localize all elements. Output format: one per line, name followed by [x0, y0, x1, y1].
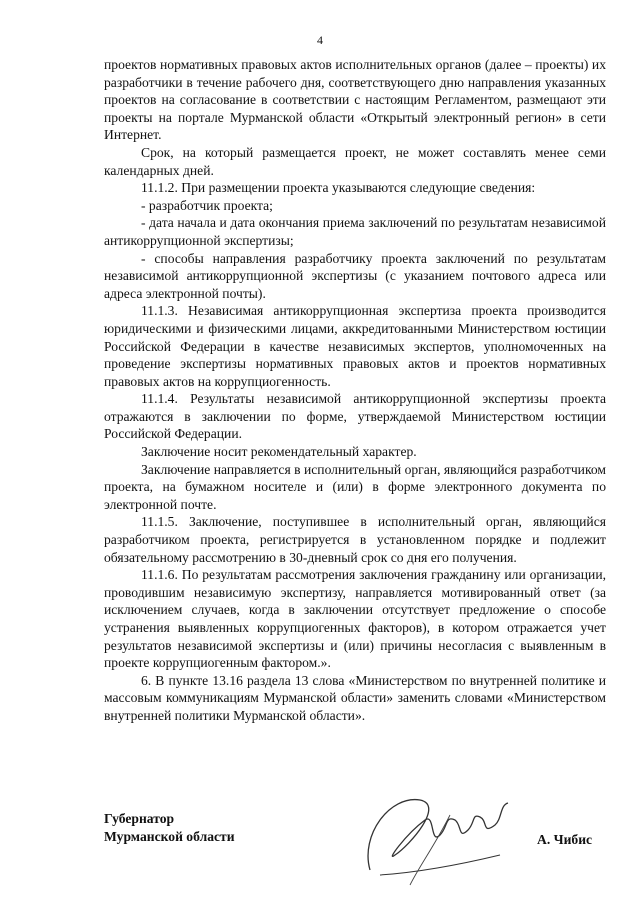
paragraph: Срок, на который размещается проект, не может составлять менее семи календарных дней. — [104, 144, 606, 178]
paragraph: - дата начала и дата окончания приема заключений по результатам независимой антикоррупционной экспертизы; — [104, 215, 606, 248]
signatory-title — [104, 810, 235, 846]
paragraph: 11.1.5. Заключение, поступившее в исполнительный орган, являющийся разработчиком проекта, регистрируется в установленном порядке и подлежит обязательному рассмотрению в 30-дневный срок со дня его получения. — [104, 514, 606, 565]
page-number: 4 — [317, 33, 323, 47]
paragraph: 6. В пункте 13.16 раздела 13 слова «Министерством по внутренней политике и массовым коммуникациям Мурманской области» заменить словами «Министерством внутренней политики Мурманской области». — [104, 672, 606, 723]
signatory-name: А. Чибис — [537, 832, 593, 847]
handwritten-signature — [350, 775, 520, 895]
paragraph: Заключение направляется в исполнительный орган, являющийся разработчиком проекта, на бумажном носителе и (или) в форме электронного документа по электронной почте. — [104, 461, 606, 512]
document-body — [104, 56, 606, 725]
paragraph: - разработчик проекта; — [141, 197, 273, 213]
paragraph: 11.1.2. При размещении проекта указываются следующие сведения: — [141, 180, 536, 196]
signatory-title-line2: Мурманской области — [104, 829, 235, 844]
paragraph: Заключение носит рекомендательный характер. — [141, 444, 417, 460]
paragraph: 11.1.3. Независимая антикоррупционная экспертиза проекта производится юридическими и физическими лицами, аккредитованными Министерством юстиции Российской Федерации в качестве независимых экспертов, уполномоченных на проведение экспертизы нормативных правовых актов и проектов нормативных правовых актов на коррупциогенность. — [104, 303, 606, 389]
paragraph: 11.1.6. По результатам рассмотрения заключения гражданину или организации, проводившим независимую экспертизу, направляется мотивированный ответ (за исключением случаев, когда в заключении отсутствует предложение о способе устранения выявленных коррупциогенных факторов), в котором отражается учет результатов независимой экспертизы и (или) причины несогласия с выявленным в проекте коррупциогенным фактором.». — [104, 567, 606, 671]
signatory-title-line1: Губернатор — [104, 811, 175, 826]
paragraph: 11.1.4. Результаты независимой антикоррупционной экспертизы проекта отражаются в заключении по форме, утверждаемой Министерством юстиции Российской Федерации. — [104, 391, 606, 442]
paragraph: проектов нормативных правовых актов исполнительных органов (далее – проекты) их разработчики в течение рабочего дня, соответствующего дню направления указанных проектов на согласование в соответствии с настоящим Регламентом, размещают эти проекты на портале Мурманской области «Открытый электронный регион» в сети Интернет. — [104, 57, 606, 143]
paragraph: - способы направления разработчику проекта заключений по результатам независимой антикоррупционной экспертизы (с указанием почтового адреса или адреса электронной почты). — [104, 250, 606, 301]
